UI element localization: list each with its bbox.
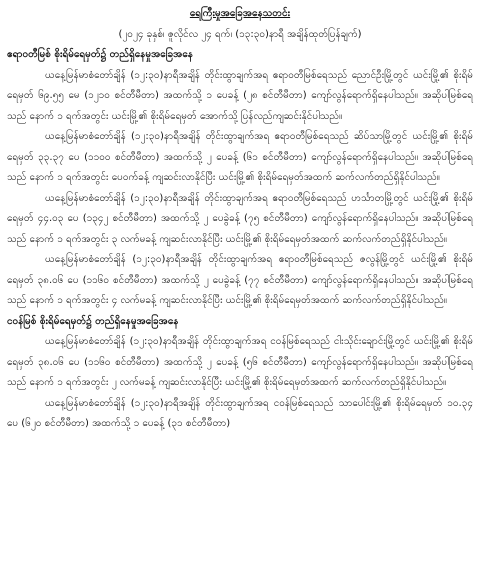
paragraph: ယနေ့မြန်မာစံတော်ချိန် (၁၂:၃၀)နာရီအချိန် တိုင်းထွာချက်အရ ဧရာဝတီမြစ်ရေသည် ဟင်္သာတမြို့တွင် ယင်းမြို့၏ စိုးရိမ်ရေမှတ် ၄၄.၀၃ ပေ (၁၃၄၂ စင်တီမီတာ) အထက်သို့ ၂ ပေခွဲခန့် (၇၅ စင်တီမီတာ) ကျော်လွန်ရောက်ရှိနေပါသည်။ အဆိုပါမြစ်ရေသည် နောက် ၁ ရက်အတွင်း ၃ လက်မခန့် ကျဆင်းလာနိုင်ပြီး ယင်းမြို့၏ စိုးရိမ်ရေမှတ်အထက် ဆက်လက်တည်ရှိနိုင်ပါသည်။ (7, 192, 473, 245)
paragraph: ယနေ့မြန်မာစံတော်ချိန် (၁၂:၃၀)နာရီအချိန် တိုင်းထွာချက်အရ ဧရာဝတီမြစ်ရေသည် ညောင်ဦးမြို့တွင် ယင်းမြို့၏ စိုးရိမ်ရေမှတ် ၆၉.၅၅ မေ (၁၂၁၀ စင်တီမီတာ) အထက်သို့ ၁ ပေခန့် (၂၈ စင်တီမီတာ) ကျော်လွန်ရောက်ရှိနေပါသည်။ အဆိုပါမြစ်ရေသည် နောက် ၁ ရက်အတွင်း ယင်းမြို့၏ စိုးရိမ်ရေမှတ် အောက်သို့ ပြန်လည်ကျဆင်းနိုင်ပါသည်။ (7, 69, 473, 122)
section-heading: ငဝန်မြစ် စိုးရိမ်ရေမှတ်၌ တည်ရှိနေမှုအခြေအနေ (7, 315, 179, 327)
paragraph: ယနေ့မြန်မာစံတော်ချိန် (၁၂:၃၀)နာရီအချိန် တိုင်းထွာချက်အရ ငဝန်မြစ်ရေသည် သာပေါင်းမြို့၏ စိုးရိမ်ရေမှတ် ၁၀.၃၄ ပေ (၆၂၀ စင်တီမီတာ) အထက်သို့ ၁ ပေခန့် (၃၁ စင်တီမီတာ) (7, 397, 473, 429)
section-irrawaddy (7, 45, 473, 312)
paragraph: ယနေ့မြန်မာစံတော်ချိန် (၁၂:၃၀)နာရီအချိန် တိုင်းထွာချက်အရ ငဝန်မြစ်ရေသည် ငါးသိုင်းချောင်းမြို့တွင် ယင်းမြို့၏ စိုးရိမ်ရေမှတ် ၃၈.၀၆ ပေ (၁၁၆၀ စင်တီမီတာ) အထက်သို့ ၂ ပေခန့် (၅၆ စင်တီမီတာ) ကျော်လွန်ရောက်ရှိနေပါသည်။ အဆိုပါမြစ်ရေသည် နောက် ၁ ရက်အတွင်း ၂ လက်မခန့် ကျဆင်းလာနိုင်ပြီး ယင်းမြို့၏ စိုးရိမ်ရေမှတ်အထက် ဆက်လက်တည်ရှိနိုင်ပါသည်။ (7, 336, 473, 388)
section-heading: ဧရာဝတီမြစ် စိုးရိမ်ရေမှတ်၌ တည်ရှိနေမှုအခြေအနေ (7, 49, 193, 60)
paragraph: ယနေ့မြန်မာစံတော်ချိန် (၁၂:၃၀)နာရီအချိန် တိုင်းထွာချက်အရ ဧရာဝတီမြစ်ရေသည် ဆိပ်သာမြို့တွင် ယင်းမြို့၏ စိုးရိမ်ရေမှတ် ၃၃.၃၇ ပေ (၁၁၀၀ စင်တီမီတာ) အထက်သို့ ၂ ပေခန့် (၆၁ စင်တီမီတာ) ကျော်လွန်ရောက်ရှိနေပါသည်။ အဆိုပါမြစ်ရေသည် နောက် ၁ ရက်အတွင်း ပေဝက်ခန့် ကျဆင်းလာနိုင်ပြီး ယင်းမြို့၏ စိုးရိမ်ရေမှတ်အထက် ဆက်လက်တည်ရှိနိုင်ပါသည်။ (7, 131, 473, 183)
document-subtitle: (၂၀၂၄ ခုနှစ်၊ ဇူလိုင်လ ၂၄ ရက်၊ (၁၃:၃၀)နာရီ အချိန်ထုတ်ပြန်ချက်) (118, 28, 362, 40)
paragraph: ယနေ့မြန်မာစံတော်ချိန် (၁၂:၃၀)နာရီအချိန် တိုင်းထွာချက်အရ ဧရာဝတီမြစ်ရေသည် ဇလွန်မြို့တွင် ယင်းမြို့၏ စိုးရိမ်ရေမှတ် ၃၈.၀၆ ပေ (၁၁၆၀ စင်တီမီတာ) အထက်သို့ ၂ ပေခွဲခန့် (၇၇ စင်တီမီတာ) ကျော်လွန်ရောက်ရှိနေပါသည်။ အဆိုပါမြစ်ရေသည် နောက် ၁ ရက်အတွင်း ၄ လက်မခန့် ကျဆင်းလာနိုင်ပြီး ယင်းမြို့၏ စိုးရိမ်ရေမှတ်အထက် ဆက်လက်တည်ရှိနိုင်ပါသည်။ (7, 254, 473, 306)
document-title: ရေကြီးမှုအခြေအနေသတင်း (189, 8, 291, 19)
section-ngawun (7, 312, 473, 435)
